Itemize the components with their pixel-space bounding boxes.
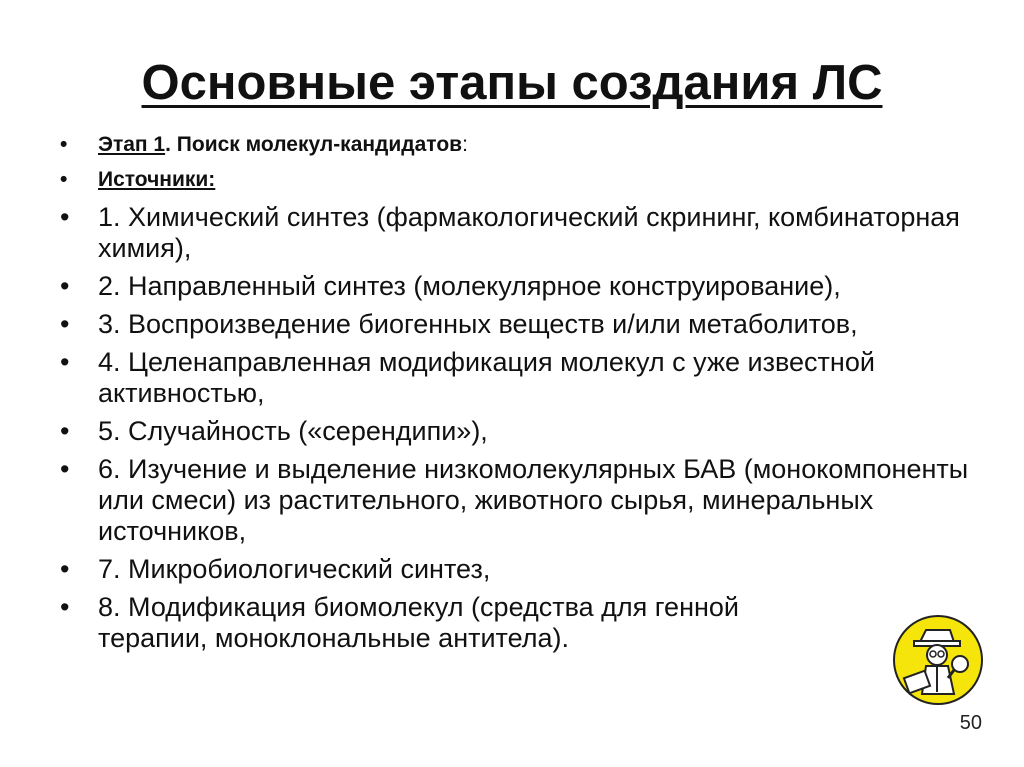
list-item — [58, 347, 978, 409]
bullet-icon: • — [60, 202, 70, 232]
bullet-icon: • — [60, 454, 70, 484]
list-item-text: 6. Изучение и выделение низкомолекулярных БАВ (монокомпоненты или смеси) из растительного, животного сырья, минеральных источников, — [98, 454, 969, 546]
bullet-icon: • — [60, 416, 70, 446]
slide-title: Основные этапы создания ЛС — [141, 56, 883, 110]
sources-label: Источники: — [98, 168, 216, 191]
detective-icon — [892, 614, 984, 706]
list-item-text: 5. Случайность («серендипи»), — [98, 416, 488, 446]
list-item-text: 4. Целенаправленная модификация молекул с уже известной активностью, — [98, 347, 875, 408]
list-item-text: 7. Микробиологический синтез, — [98, 554, 491, 584]
bullet-icon: • — [60, 271, 70, 301]
stage-text: . Поиск молекул-кандидатов — [165, 133, 463, 156]
bullet-icon: • — [60, 592, 70, 622]
bullet-icon: • — [60, 309, 70, 339]
bullet-icon: • — [60, 554, 70, 584]
page-number: 50 — [959, 712, 982, 734]
bullet-icon: • — [60, 347, 70, 377]
list-item-text: 1. Химический синтез (фармакологический скрининг, комбинаторная химия), — [98, 202, 960, 263]
stage-colon: : — [462, 133, 468, 156]
bullet-icon: • — [60, 168, 68, 191]
list-item — [58, 202, 978, 264]
list-item-sources — [58, 167, 978, 193]
list-item — [58, 416, 978, 447]
list-item — [58, 454, 978, 547]
bullet-list — [58, 132, 978, 661]
list-item — [58, 309, 978, 340]
bullet-icon: • — [60, 133, 68, 156]
list-item-text: 8. Модификация биомолекул (средства для генной терапии, моноклональные антитела). — [98, 592, 739, 653]
stage-label: Этап 1 — [98, 133, 166, 156]
list-item-text: 2. Направленный синтез (молекулярное конструирование), — [98, 271, 841, 301]
list-item — [58, 271, 978, 302]
list-item — [58, 592, 978, 654]
list-item-stage — [58, 132, 978, 158]
list-item-text: 3. Воспроизведение биогенных веществ и/или метаболитов, — [98, 309, 858, 339]
list-item — [58, 554, 978, 585]
